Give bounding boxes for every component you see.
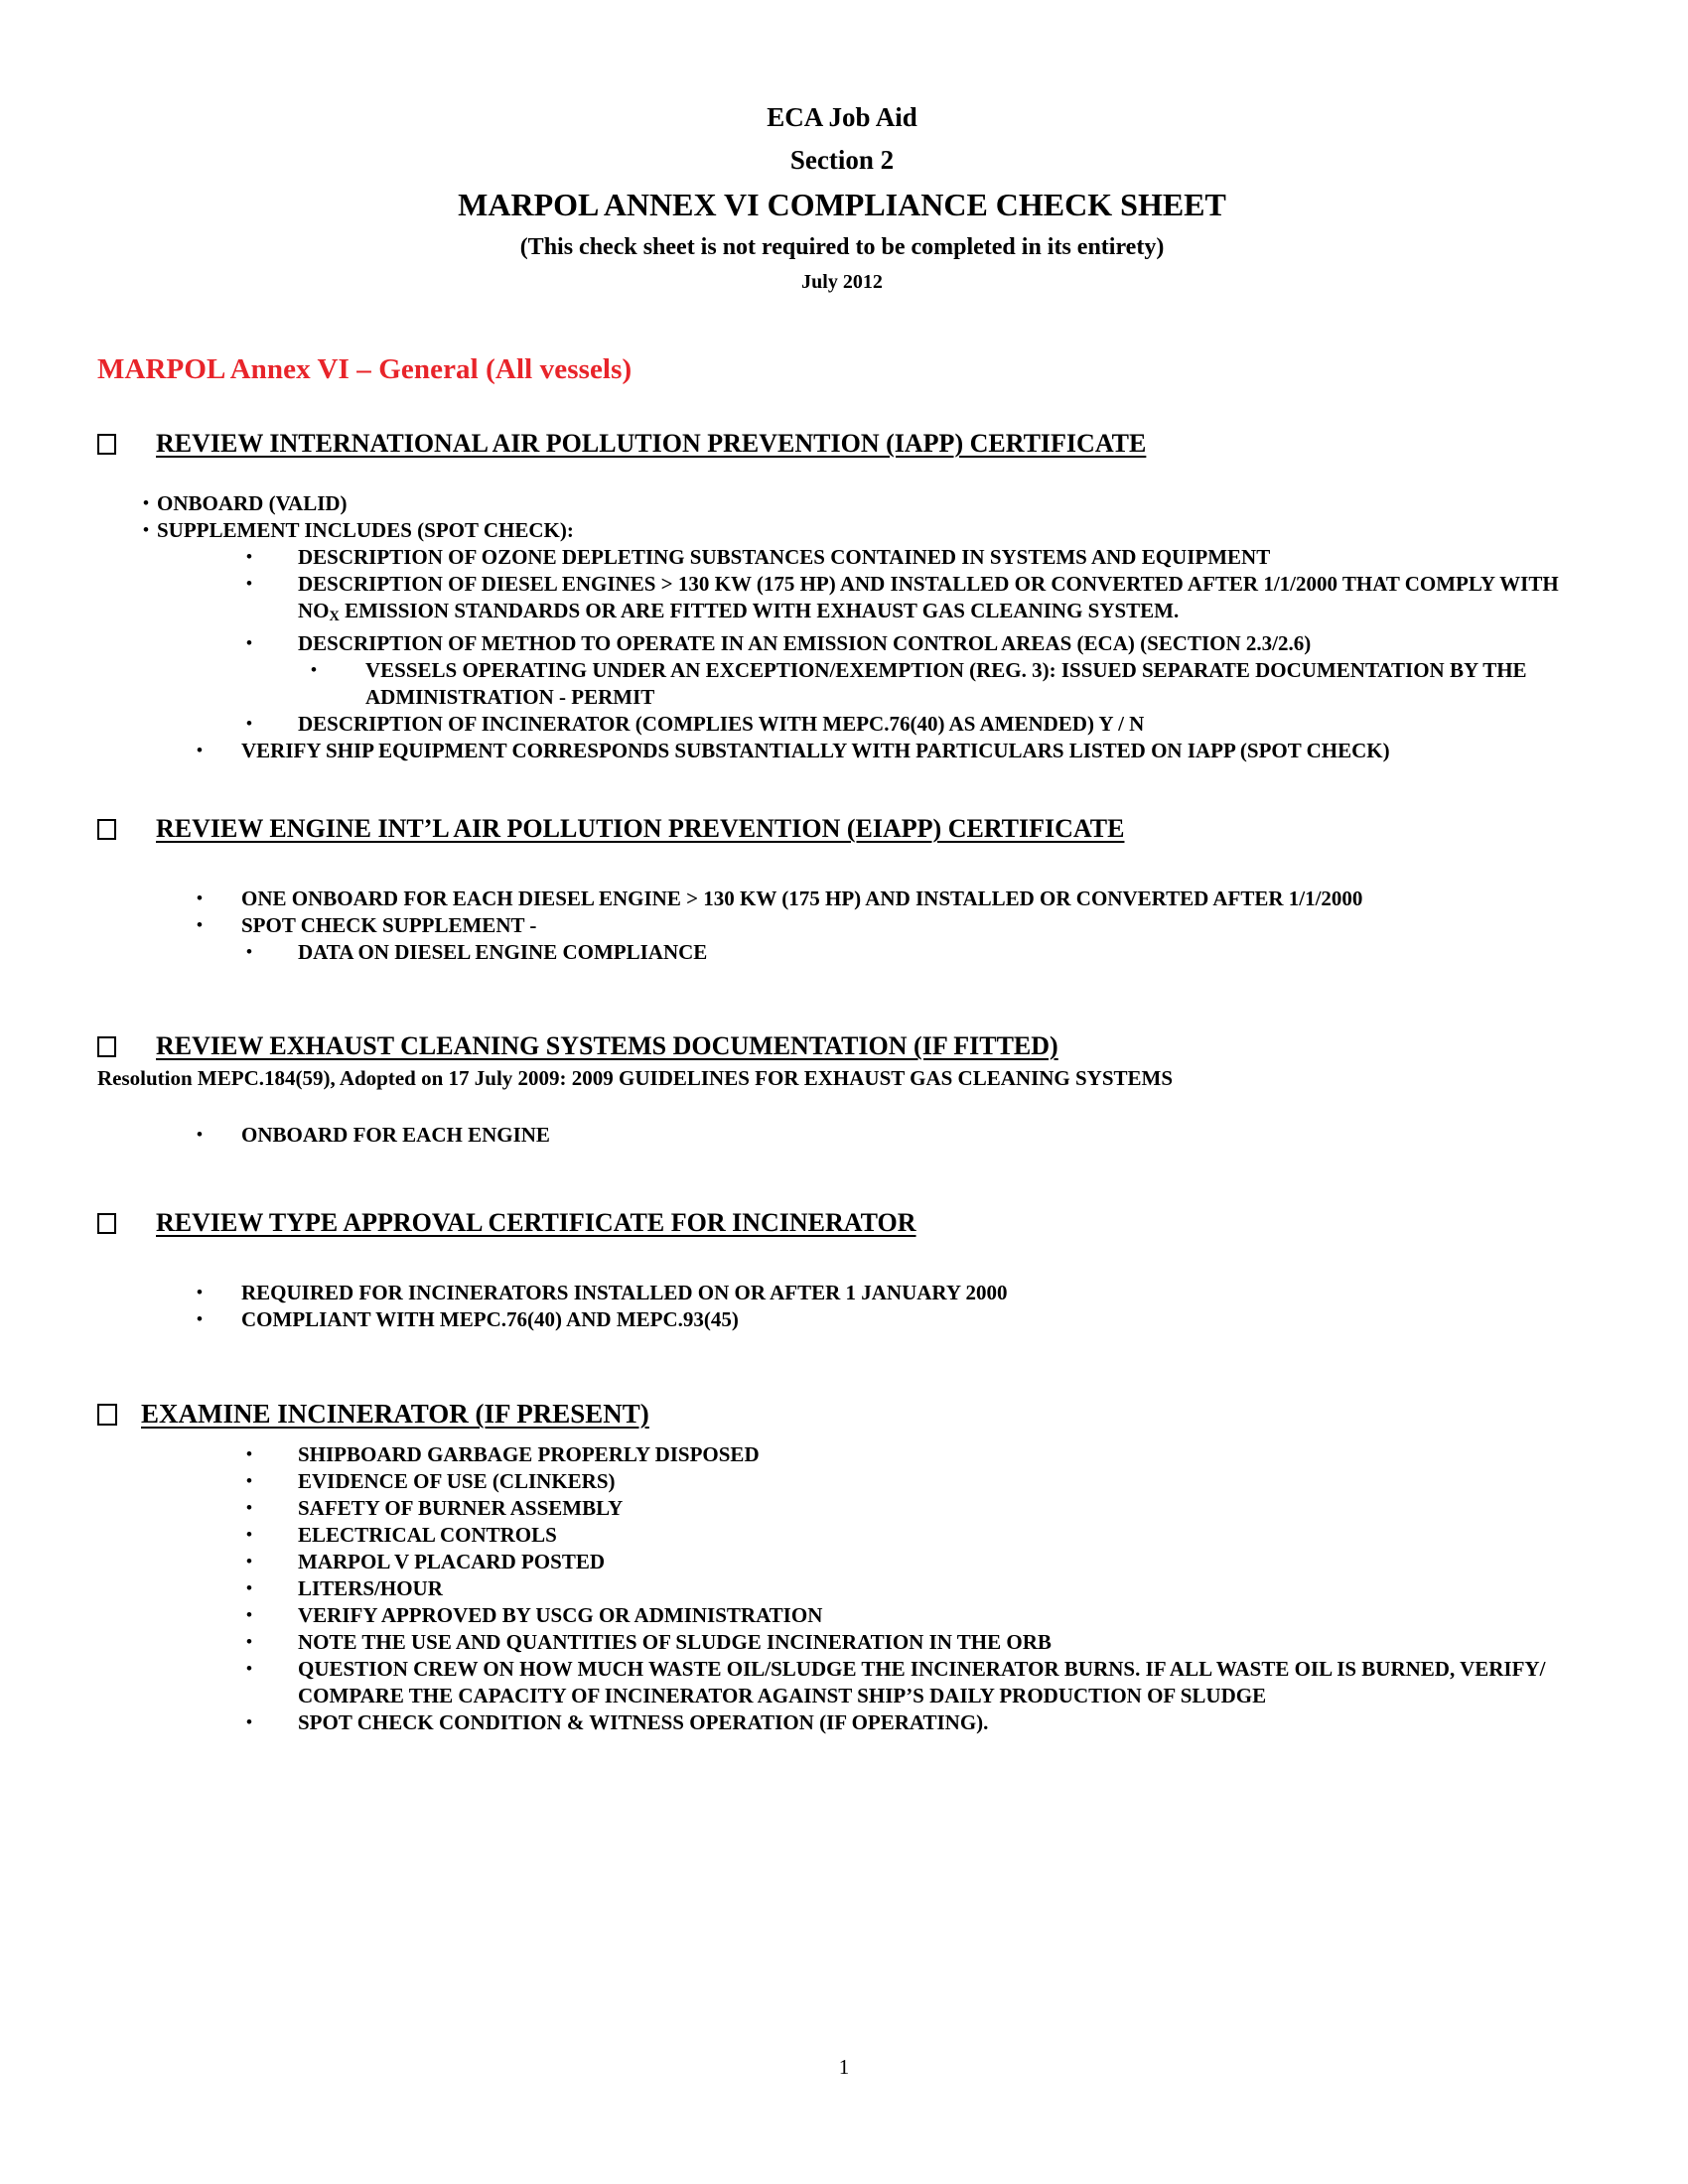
list-item: • VERIFY SHIP EQUIPMENT CORRESPONDS SUBSTANTIALLY WITH PARTICULARS LISTED ON IAPP (SPOT CHECK) [197,738,1587,764]
list-item: • SHIPBOARD GARBAGE PROPERLY DISPOSED [246,1441,1587,1468]
list-item-nox [246,571,1587,630]
list-item: • QUESTION CREW ON HOW MUCH WASTE OIL/SLUDGE THE INCINERATOR BURNS. IF ALL WASTE OIL IS BURNED, VERIFY/ COMPARE THE CAPACITY OF INCINERATOR AGAINST SHIP’S DAILY PRODUCTION OF SLUDGE [246,1656,1587,1709]
list-item: • SUPPLEMENT INCLUDES (SPOT CHECK): [143,517,1587,544]
title-block [97,99,1587,296]
nox-text-part1: DESCRIPTION OF DIESEL ENGINES > 130 KW (175 HP) AND INSTALLED OR CONVERTED AFTER 1/1/2000 THAT COMPLY WITH NO [298,572,1559,622]
exhaust-list [97,1122,1587,1149]
list-item: • VERIFY APPROVED BY USCG OR ADMINISTRATION [246,1602,1587,1629]
nox-subscript: X [329,609,340,625]
section-heading-iapp-label: REVIEW INTERNATIONAL AIR POLLUTION PREVENTION (IAPP) CERTIFICATE [156,429,1147,458]
examine-incinerator-list [97,1441,1587,1736]
list-item: • COMPLIANT WITH MEPC.76(40) AND MEPC.93(45) [197,1306,1587,1333]
list-item: • LITERS/HOUR [246,1575,1587,1602]
section-heading-eiapp-label: REVIEW ENGINE INT’L AIR POLLUTION PREVENTION (EIAPP) CERTIFICATE [156,814,1125,844]
checkbox-icon[interactable] [97,1036,116,1057]
list-item: • VESSELS OPERATING UNDER AN EXCEPTION/EXEMPTION (REG. 3): ISSUED SEPARATE DOCUMENTATION BY THE ADMINISTRATION - PERMIT [311,657,1587,711]
marpol-general-heading: MARPOL Annex VI – General (All vessels) [97,353,633,385]
exhaust-resolution-reference: Resolution MEPC.184(59), Adopted on 17 July 2009: 2009 GUIDELINES FOR EXHAUST GAS CLEANING SYSTEMS [97,1066,1174,1091]
list-item: • SPOT CHECK SUPPLEMENT - [197,912,1587,939]
list-item: • DATA ON DIESEL ENGINE COMPLIANCE [246,939,1587,966]
list-item: • DESCRIPTION OF OZONE DEPLETING SUBSTANCES CONTAINED IN SYSTEMS AND EQUIPMENT [246,544,1587,571]
nox-text-part2: EMISSION STANDARDS OR ARE FITTED WITH EXHAUST GAS CLEANING SYSTEM. [339,599,1180,622]
list-item: • SAFETY OF BURNER ASSEMBLY [246,1495,1587,1522]
section-heading-exhaust-label: REVIEW EXHAUST CLEANING SYSTEMS DOCUMENTATION (IF FITTED) [156,1031,1058,1061]
list-item: • NOTE THE USE AND QUANTITIES OF SLUDGE INCINERATION IN THE ORB [246,1629,1587,1656]
section-heading-examine-incinerator[interactable] [97,1397,1587,1432]
list-item: • MARPOL V PLACARD POSTED [246,1549,1587,1575]
list-item: • DESCRIPTION OF INCINERATOR (COMPLIES WITH MEPC.76(40) AS AMENDED) Y / N [246,711,1587,738]
section-heading-iapp[interactable] [97,427,1587,461]
section-heading-eiapp[interactable] [97,812,1587,846]
list-item: • ELECTRICAL CONTROLS [246,1522,1587,1549]
iapp-list [97,490,1587,764]
list-item: • DESCRIPTION OF METHOD TO OPERATE IN AN EMISSION CONTROL AREAS (ECA) (SECTION 2.3/2.6) [246,630,1587,657]
section-heading-examine-incinerator-label: EXAMINE INCINERATOR (IF PRESENT) [141,1399,649,1430]
checkbox-icon[interactable] [97,819,116,840]
section-heading-type-approval-label: REVIEW TYPE APPROVAL CERTIFICATE FOR INCINERATOR [156,1208,916,1238]
document-note: (This check sheet is not required to be completed in its entirety) [519,234,1165,260]
document-body [97,99,1587,1736]
checkbox-icon[interactable] [97,1404,117,1426]
list-item: • ONE ONBOARD FOR EACH DIESEL ENGINE > 130 KW (175 HP) AND INSTALLED OR CONVERTED AFTER 1/1/2000 [197,886,1587,912]
eiapp-list [97,886,1587,966]
section-label: Section 2 [789,145,895,175]
checkbox-icon[interactable] [97,434,116,455]
document-subtitle: MARPOL ANNEX VI COMPLIANCE CHECK SHEET [458,187,1226,222]
page-number: 1 [838,2055,850,2079]
checkbox-icon[interactable] [97,1213,116,1234]
document-date: July 2012 [801,271,883,293]
section-heading-type-approval[interactable] [97,1206,1587,1240]
list-item: • REQUIRED FOR INCINERATORS INSTALLED ON OR AFTER 1 JANUARY 2000 [197,1280,1587,1306]
list-item: • ONBOARD (VALID) [143,490,1587,517]
type-approval-list [97,1280,1587,1333]
list-item: • EVIDENCE OF USE (CLINKERS) [246,1468,1587,1495]
list-item: • ONBOARD FOR EACH ENGINE [197,1122,1587,1149]
section-heading-exhaust[interactable] [97,1029,1587,1063]
document-title: ECA Job Aid [767,102,917,132]
list-item: • SPOT CHECK CONDITION & WITNESS OPERATION (IF OPERATING). [246,1709,1587,1736]
